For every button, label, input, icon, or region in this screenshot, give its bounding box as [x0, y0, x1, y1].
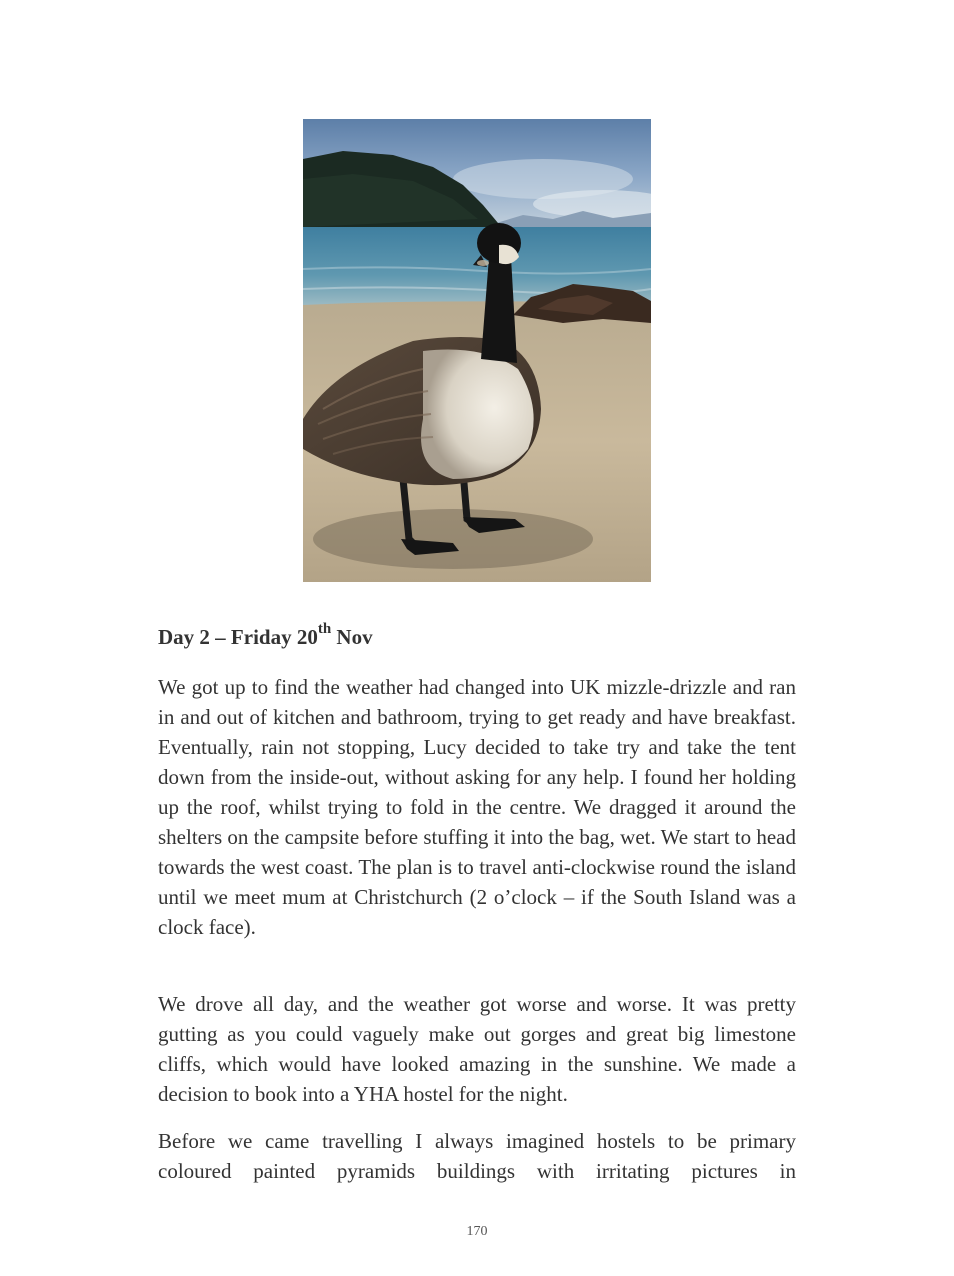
paragraph-2: We drove all day, and the weather got worse and worse. It was pretty gutting as you could vaguely make out gorges and great big limestone cliffs, which would have looked amazing in the sunshine. We made a decision to book into a YHA hostel for the night.: [158, 992, 796, 1106]
goose-on-beach-photo: [303, 119, 651, 582]
paragraph-3: Before we came travelling I always imagined hostels to be primary coloured painted pyramids buildings with irritating pictures in: [158, 1129, 796, 1183]
day-heading: [158, 621, 373, 650]
page-number: 170: [466, 1224, 488, 1239]
heading-day: Day 2 – Friday 20: [158, 625, 318, 649]
paragraph-1: We got up to find the weather had changed into UK mizzle-drizzle and ran in and out of kitchen and bathroom, trying to get ready and have breakfast. Eventually, rain not stopping, Lucy decided to take try and take the tent down from the inside-out, without asking for any help. I found her holding up the roof, whilst trying to fold in the centre. We dragged it around the shelters on the campsite before stuffing it into the bag, wet. We start to head towards the west coast. The plan is to travel anti-clockwise round the island until we meet mum at Christchurch (2 o’clock – if the South Island was a clock face).: [158, 675, 796, 939]
heading-ordinal: th: [317, 621, 332, 637]
heading-month: Nov: [336, 625, 373, 649]
